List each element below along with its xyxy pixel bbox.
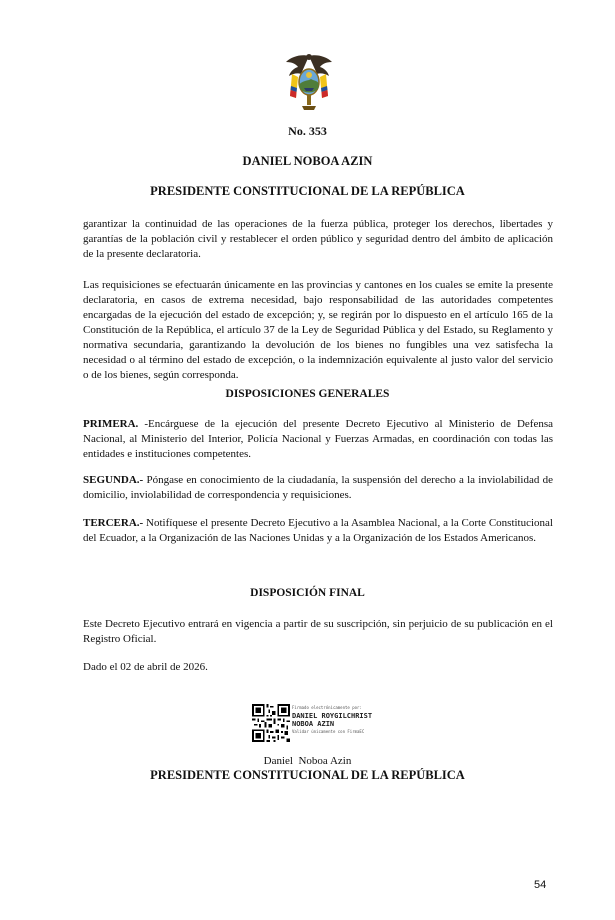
final-provision-heading: DISPOSICIÓN FINAL — [250, 587, 365, 599]
provision-segunda-text: Póngase en conocimiento de la ciudadanía, la suspensión del derecho a la inviolabilidad de domicilio, inviolabilidad de correspondencia y requisiciones. — [83, 474, 553, 501]
provision-primera — [83, 417, 553, 462]
signature-validation: Validar únicamente con FirmaEC — [292, 729, 365, 734]
signature-text — [292, 704, 372, 736]
general-provisions-heading: DISPOSICIONES GENERALES — [225, 388, 390, 400]
decree-number: No. 353 — [288, 124, 327, 138]
provision-tercera-label: TERCERA.- — [83, 517, 144, 529]
signature-signer-line2: NOBOA AZIN — [292, 720, 335, 728]
president-name: DANIEL NOBOA AZIN — [242, 154, 373, 168]
paragraph-1: garantizar la continuidad de las operaciones de la fuerza pública, proteger los derechos, libertades y garantías de la población civil y restablecer el orden público y seguridad dentro del ámbito de aplicación de la presente declaratoria. — [83, 218, 553, 260]
signature-signer-line1: DANIEL ROYGILCHRIST — [292, 712, 373, 720]
president-title: PRESIDENTE CONSTITUCIONAL DE LA REPÚBLICA — [150, 184, 465, 198]
provision-segunda — [83, 473, 553, 503]
qr-code-icon — [252, 704, 290, 742]
ecuador-coat-of-arms-icon — [284, 50, 334, 112]
final-provision-text: Este Decreto Ejecutivo entrará en vigencia a partir de su suscripción, sin perjuicio de su publicación en el Registro Oficial. — [83, 618, 553, 645]
date-line: Dado el 02 de abril de 2026. — [83, 661, 208, 673]
provision-primera-label: PRIMERA. — [83, 418, 139, 430]
provision-segunda-label: SEGUNDA.- — [83, 474, 144, 486]
page-number: 54 — [534, 879, 547, 891]
electronic-signature-stamp — [252, 704, 373, 746]
signer-title: PRESIDENTE CONSTITUCIONAL DE LA REPÚBLICA — [150, 768, 465, 782]
provision-primera-text: -Encárguese de la ejecución del presente Decreto Ejecutivo al Ministerio de Defensa Nacional, al Ministerio del Interior, Policía Nacional y Fuerzas Armadas, en coordinación con todas las entidades e instituciones competentes. — [83, 418, 553, 460]
provision-tercera-text: Notifíquese el presente Decreto Ejecutivo a la Asamblea Nacional, a la Corte Constitucional del Ecuador, a la Organización de las Naciones Unidas y a la Organización de los Estados Americanos. — [83, 517, 553, 544]
provision-tercera — [83, 516, 553, 546]
signature-caption: Firmado electrónicamente por: — [292, 705, 362, 710]
paragraph-2: Las requisiciones se efectuarán únicamente en las provincias y cantones en los cuales se emite la presente declaratoria, en casos de extrema necesidad, bajo responsabilidad de las autoridades competentes encargadas de la ejecución del estado de excepción; y, se regirán por lo dispuesto en el artículo 165 de la Constitución de la República, el artículo 37 de la Ley de Seguridad Pública y del Estado, su Reglamento y normativa secundaria, garantizando la devolución de los bienes no fungibles una vez satisfecha la necesidad o al término del estado de excepción, o la indemnización equivalente al justo valor del servicio o de los bienes, según corresponda. — [83, 279, 553, 381]
signer-name: Daniel Noboa Azin — [263, 755, 352, 767]
